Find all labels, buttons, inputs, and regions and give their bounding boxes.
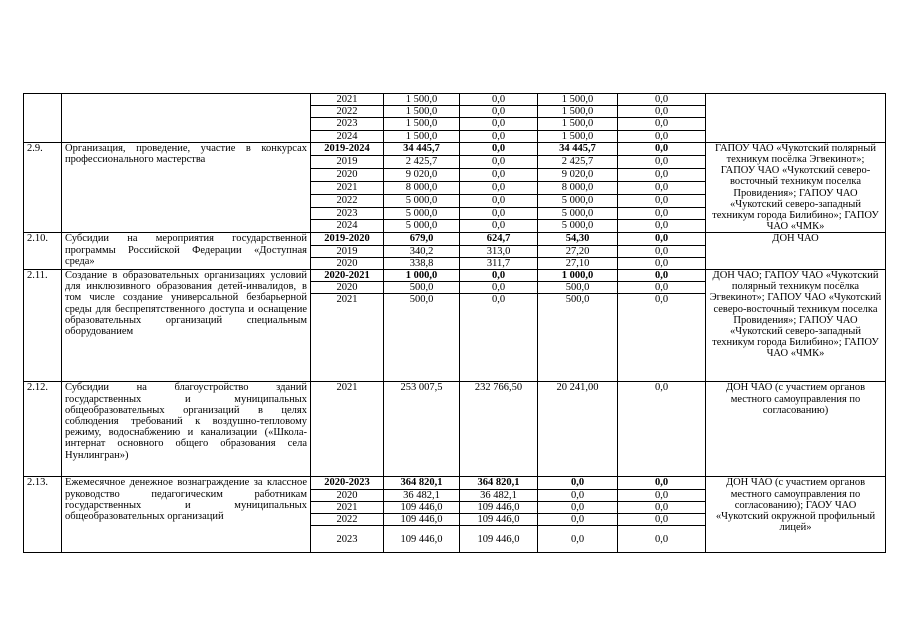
federal-cell: 109 446,0 xyxy=(460,526,538,553)
table-row xyxy=(24,94,886,106)
year-cell: 2022 xyxy=(311,106,384,118)
other-cell: 0,0 xyxy=(618,194,706,207)
year-cell: 2021 xyxy=(311,501,384,513)
year-cell: 2024 xyxy=(311,130,384,142)
federal-cell: 0,0 xyxy=(460,155,538,168)
regional-cell: 5 000,0 xyxy=(538,194,618,207)
other-cell: 0,0 xyxy=(618,270,706,282)
table-row xyxy=(24,233,886,245)
responsible-executor: ДОН ЧАО (с участием органов местного самоуправления по согласованию); ГАОУ ЧАО «Чукотский окружной профильный лицей» xyxy=(706,477,886,553)
responsible-executor xyxy=(706,94,886,143)
year-cell: 2022 xyxy=(311,194,384,207)
federal-cell: 364 820,1 xyxy=(460,477,538,489)
regional-cell: 500,0 xyxy=(538,294,618,382)
federal-cell: 0,0 xyxy=(460,118,538,130)
federal-cell: 0,0 xyxy=(460,106,538,118)
other-cell: 0,0 xyxy=(618,233,706,245)
regional-cell: 20 241,00 xyxy=(538,382,618,477)
total-cell: 9 020,0 xyxy=(384,168,460,181)
federal-cell: 0,0 xyxy=(460,294,538,382)
year-cell: 2019-2020 xyxy=(311,233,384,245)
total-cell: 109 446,0 xyxy=(384,526,460,553)
federal-cell: 0,0 xyxy=(460,94,538,106)
federal-cell: 109 446,0 xyxy=(460,514,538,526)
table-row xyxy=(24,477,886,489)
responsible-executor: ДОН ЧАО xyxy=(706,233,886,270)
item-name xyxy=(62,94,311,143)
other-cell: 0,0 xyxy=(618,130,706,142)
other-cell: 0,0 xyxy=(618,106,706,118)
item-number: 2.13. xyxy=(24,477,62,553)
other-cell: 0,0 xyxy=(618,142,706,155)
table-row xyxy=(24,142,886,155)
year-cell: 2020-2023 xyxy=(311,477,384,489)
total-cell: 1 500,0 xyxy=(384,106,460,118)
total-cell: 500,0 xyxy=(384,294,460,382)
other-cell: 0,0 xyxy=(618,155,706,168)
total-cell: 338,8 xyxy=(384,257,460,269)
other-cell: 0,0 xyxy=(618,220,706,233)
year-cell: 2019-2024 xyxy=(311,142,384,155)
federal-cell: 0,0 xyxy=(460,142,538,155)
item-number: 2.11. xyxy=(24,270,62,382)
program-activities-table xyxy=(23,93,886,553)
federal-cell: 109 446,0 xyxy=(460,501,538,513)
year-cell: 2020-2021 xyxy=(311,270,384,282)
total-cell: 340,2 xyxy=(384,245,460,257)
regional-cell: 1 500,0 xyxy=(538,94,618,106)
table-row xyxy=(24,382,886,477)
regional-cell: 500,0 xyxy=(538,282,618,294)
other-cell: 0,0 xyxy=(618,489,706,501)
federal-cell: 311,7 xyxy=(460,257,538,269)
federal-cell: 624,7 xyxy=(460,233,538,245)
total-cell: 5 000,0 xyxy=(384,194,460,207)
regional-cell: 54,30 xyxy=(538,233,618,245)
regional-cell: 0,0 xyxy=(538,489,618,501)
regional-cell: 1 500,0 xyxy=(538,106,618,118)
regional-cell: 0,0 xyxy=(538,477,618,489)
federal-cell: 0,0 xyxy=(460,270,538,282)
item-name: Субсидии на мероприятия государственной программы Российской Федерации «Доступная среда» xyxy=(62,233,311,270)
year-cell: 2020 xyxy=(311,168,384,181)
other-cell: 0,0 xyxy=(618,181,706,194)
year-cell: 2020 xyxy=(311,489,384,501)
total-cell: 679,0 xyxy=(384,233,460,245)
total-cell: 2 425,7 xyxy=(384,155,460,168)
other-cell: 0,0 xyxy=(618,526,706,553)
total-cell: 34 445,7 xyxy=(384,142,460,155)
total-cell: 5 000,0 xyxy=(384,207,460,220)
federal-cell: 0,0 xyxy=(460,181,538,194)
other-cell: 0,0 xyxy=(618,94,706,106)
regional-cell: 0,0 xyxy=(538,514,618,526)
other-cell: 0,0 xyxy=(618,501,706,513)
regional-cell: 0,0 xyxy=(538,526,618,553)
responsible-executor: ГАПОУ ЧАО «Чукотский полярный техникум посёлка Эгвекинот»; ГАПОУ ЧАО «Чукотский северо-восточный техникум поселка Провидения»; ГАПОУ ЧАО «Чукотский северо-западный техникум города Билибино»; ГАПОУ ЧАО «ЧМК» xyxy=(706,142,886,233)
total-cell: 8 000,0 xyxy=(384,181,460,194)
other-cell: 0,0 xyxy=(618,257,706,269)
total-cell: 36 482,1 xyxy=(384,489,460,501)
regional-cell: 9 020,0 xyxy=(538,168,618,181)
year-cell: 2023 xyxy=(311,118,384,130)
regional-cell: 27,10 xyxy=(538,257,618,269)
total-cell: 109 446,0 xyxy=(384,514,460,526)
year-cell: 2021 xyxy=(311,181,384,194)
item-name: Организация, проведение, участие в конкурсах профессионального мастерства xyxy=(62,142,311,233)
other-cell: 0,0 xyxy=(618,514,706,526)
federal-cell: 0,0 xyxy=(460,220,538,233)
item-number: 2.9. xyxy=(24,142,62,233)
year-cell: 2020 xyxy=(311,257,384,269)
other-cell: 0,0 xyxy=(618,382,706,477)
item-name: Ежемесячное денежное вознаграждение за классное руководство педагогическим работникам государственных и муниципальных общеобразовательных организаций xyxy=(62,477,311,553)
other-cell: 0,0 xyxy=(618,282,706,294)
year-cell: 2019 xyxy=(311,245,384,257)
regional-cell: 1 500,0 xyxy=(538,130,618,142)
year-cell: 2022 xyxy=(311,514,384,526)
federal-cell: 313,0 xyxy=(460,245,538,257)
other-cell: 0,0 xyxy=(618,118,706,130)
total-cell: 1 000,0 xyxy=(384,270,460,282)
regional-cell: 2 425,7 xyxy=(538,155,618,168)
year-cell: 2019 xyxy=(311,155,384,168)
regional-cell: 27,20 xyxy=(538,245,618,257)
other-cell: 0,0 xyxy=(618,245,706,257)
total-cell: 109 446,0 xyxy=(384,501,460,513)
other-cell: 0,0 xyxy=(618,207,706,220)
responsible-executor: ДОН ЧАО (с участием органов местного самоуправления по согласованию) xyxy=(706,382,886,477)
total-cell: 5 000,0 xyxy=(384,220,460,233)
regional-cell: 8 000,0 xyxy=(538,181,618,194)
item-name: Субсидии на благоустройство зданий государственных и муниципальных общеобразовательных организаций в целях соблюдения требований к воздушно-тепловому режиму, водоснабжению и канализации («Школа-интернат основного общего образования села Нунлингран») xyxy=(62,382,311,477)
regional-cell: 5 000,0 xyxy=(538,220,618,233)
federal-cell: 0,0 xyxy=(460,168,538,181)
total-cell: 364 820,1 xyxy=(384,477,460,489)
year-cell: 2021 xyxy=(311,294,384,382)
total-cell: 1 500,0 xyxy=(384,94,460,106)
other-cell: 0,0 xyxy=(618,294,706,382)
total-cell: 1 500,0 xyxy=(384,118,460,130)
federal-cell: 0,0 xyxy=(460,194,538,207)
total-cell: 253 007,5 xyxy=(384,382,460,477)
regional-cell: 34 445,7 xyxy=(538,142,618,155)
year-cell: 2021 xyxy=(311,382,384,477)
federal-cell: 0,0 xyxy=(460,282,538,294)
year-cell: 2024 xyxy=(311,220,384,233)
regional-cell: 5 000,0 xyxy=(538,207,618,220)
federal-cell: 232 766,50 xyxy=(460,382,538,477)
other-cell: 0,0 xyxy=(618,477,706,489)
responsible-executor: ДОН ЧАО; ГАПОУ ЧАО «Чукотский полярный техникум посёлка Эгвекинот»; ГАПОУ ЧАО «Чукотский северо-восточный техникум поселка Провидения»; ГАПОУ ЧАО «Чукотский северо-западный техникум города Билибино»; ГАПОУ ЧАО «ЧМК» xyxy=(706,270,886,382)
item-number: 2.12. xyxy=(24,382,62,477)
table-row xyxy=(24,270,886,282)
regional-cell: 1 000,0 xyxy=(538,270,618,282)
year-cell: 2023 xyxy=(311,207,384,220)
item-number: 2.10. xyxy=(24,233,62,270)
federal-cell: 36 482,1 xyxy=(460,489,538,501)
total-cell: 500,0 xyxy=(384,282,460,294)
other-cell: 0,0 xyxy=(618,168,706,181)
regional-cell: 0,0 xyxy=(538,501,618,513)
total-cell: 1 500,0 xyxy=(384,130,460,142)
year-cell: 2020 xyxy=(311,282,384,294)
year-cell: 2023 xyxy=(311,526,384,553)
item-number xyxy=(24,94,62,143)
item-name: Создание в образовательных организациях условий для инклюзивного образования детей-инвалидов, в том числе создание универсальной безбарьерной среды для беспрепятственного доступа и оснащение образовательных организаций специальным оборудованием xyxy=(62,270,311,382)
year-cell: 2021 xyxy=(311,94,384,106)
federal-cell: 0,0 xyxy=(460,130,538,142)
regional-cell: 1 500,0 xyxy=(538,118,618,130)
federal-cell: 0,0 xyxy=(460,207,538,220)
